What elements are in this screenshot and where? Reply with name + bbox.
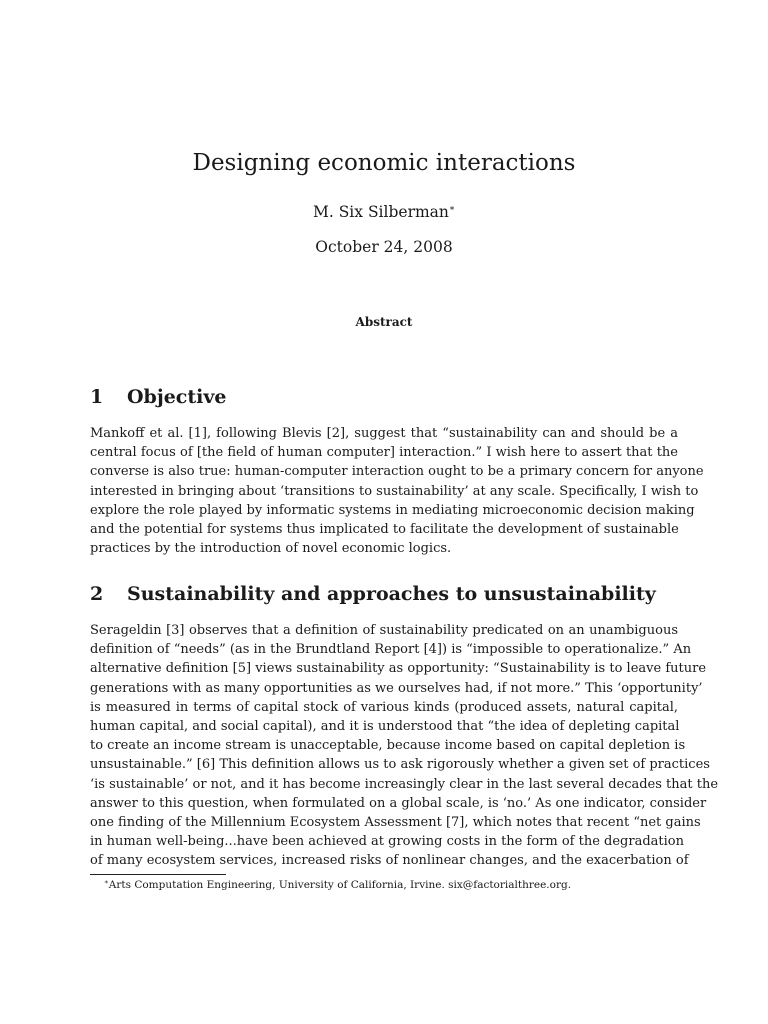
paragraph-line: is measured in terms of capital stock of various kinds (produced assets, natural capital,	[90, 699, 678, 715]
footnote-mark: ∗	[104, 878, 109, 886]
paragraph-line: Mankoff et al. [1], following Blevis [2], suggest that “sustainability can and should be a	[90, 426, 678, 441]
paragraph-line: to create an income stream is unacceptable, because income based on capital depletion is	[90, 738, 686, 754]
paragraph-line: unsustainable.” [6] This definition allows us to ask rigorously whether a given set of practices	[90, 757, 710, 773]
footnote-text: Arts Computation Engineering, University of California, Irvine. six@factorialthree.org.	[108, 879, 572, 891]
paragraph-line: definition of “needs” (as in the Brundtland Report [4]) is “impossible to operationalize.” An	[90, 642, 692, 658]
section-heading-objective	[90, 384, 690, 410]
author-name: M. Six Silberman	[312, 203, 449, 221]
paragraph-line: converse is also true: human-computer interaction ought to be a primary concern for anyone	[90, 464, 704, 480]
paper-date: October 24, 2008	[315, 238, 453, 256]
paragraph-line: Serageldin [3] observes that a definition of sustainability predicated on an unambiguous	[90, 623, 678, 638]
paragraph-line: central focus of [the field of human computer] interaction.” I wish here to assert that the	[90, 445, 678, 461]
paragraph-line: explore the role played by informatic systems in mediating microeconomic decision making	[90, 502, 695, 518]
objective-paragraph	[90, 424, 704, 558]
abstract-heading: Abstract	[355, 315, 413, 329]
paragraph-line: of many ecosystem services, increased risks of nonlinear changes, and the exacerbation of	[90, 853, 689, 869]
sustainability-paragraph	[90, 621, 719, 871]
paragraph-line: generations with as many opportunities as we ourselves had, if not more.” This ‘opportunity’	[90, 680, 703, 696]
section-number: 1	[90, 386, 104, 408]
paragraph-line: alternative definition [5] views sustainability as opportunity: “Sustainability is to leave future	[90, 661, 707, 677]
author-footnote-mark: ∗	[448, 204, 456, 214]
author-line	[0, 198, 768, 223]
paragraph-line: interested in bringing about ‘transitions to sustainability’ at any scale. Specifically, I wish to	[90, 483, 699, 499]
paragraph-line: ‘is sustainable’ or not, and it has become increasingly clear in the last several decades that the	[90, 776, 719, 792]
paragraph-line: one finding of the Millennium Ecosystem Assessment [7], which notes that recent “net gains	[90, 815, 701, 831]
paragraph-line: practices by the introduction of novel economic logics.	[90, 541, 452, 557]
section-title: Sustainability and approaches to unsustainability	[127, 583, 656, 605]
section-title: Objective	[127, 386, 227, 408]
paragraph-line: human capital, and social capital), and it is understood that “the idea of depleting capital	[90, 719, 680, 735]
section-heading-sustainability	[90, 581, 690, 607]
paragraph-line: answer to this question, when formulated on a global scale, is ‘no.’ As one indicator, consider	[90, 795, 707, 811]
paragraph-line: in human well-being...have been achieved at growing costs in the form of the degradation	[90, 834, 684, 850]
paper-title: Designing economic interactions	[192, 150, 576, 176]
footnote	[104, 874, 571, 893]
paragraph-line: and the potential for systems thus implicated to facilitate the development of sustainable	[90, 522, 679, 538]
section-number: 2	[90, 583, 104, 605]
